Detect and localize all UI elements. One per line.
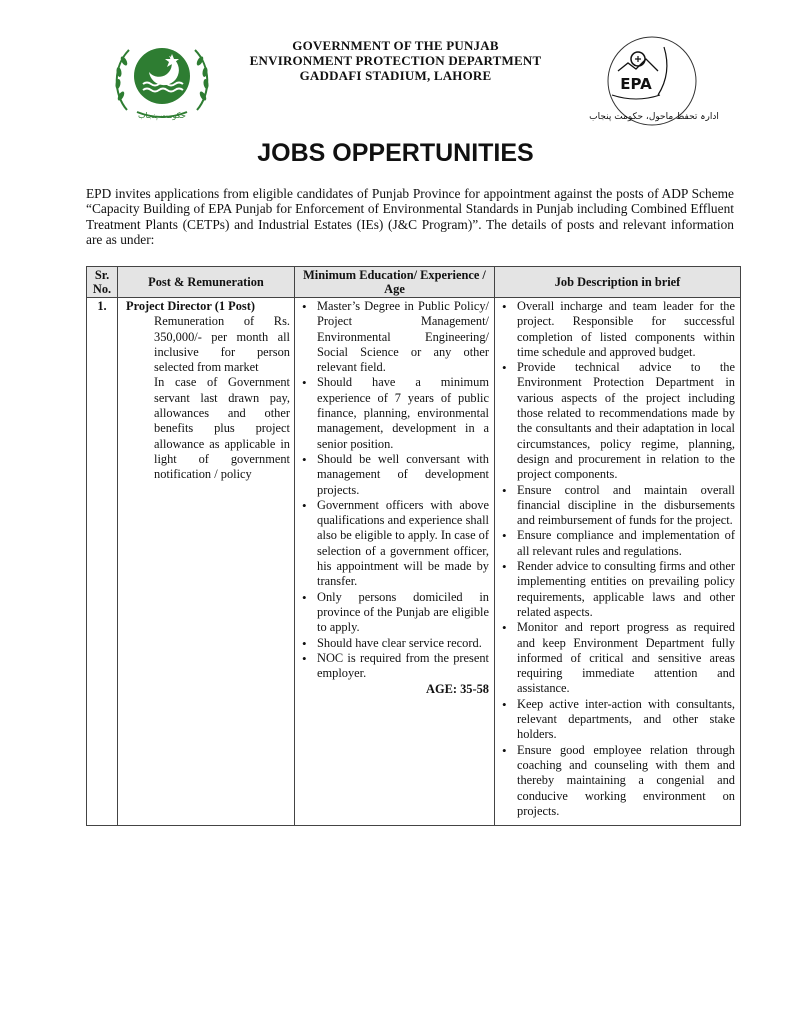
epa-logo-urdu: ادارہ تحفظ ماحول، حکومت پنجاب — [589, 112, 719, 122]
header-line-department: ENVIRONMENT PROTECTION DEPARTMENT — [249, 53, 542, 68]
page-title: JOBS OPPERTUNITIES — [257, 139, 534, 167]
description-cell — [495, 298, 741, 826]
government-servant-note: In case of Government servant last drawn pay, allowances and other benefits plus project allowance as applicable in light of government notification / policy — [154, 375, 290, 482]
description-item: • Provide technical advice to the Environment Protection Department in various aspects of the project including those related to recommendations made by the consultants and their adaptation in local circumstances, policy regime, planning, design and procurement in relation to the project components. — [499, 360, 735, 482]
epa-logo-text: EPA — [620, 75, 652, 93]
education-item: • Should have a minimum experience of 7 years of public finance, planning, environmental management, development in a senior position. — [299, 375, 489, 451]
epa-logo — [589, 33, 719, 131]
education-item: • Should have clear service record. — [299, 636, 489, 651]
header-job-description: Job Description in brief — [495, 267, 741, 298]
post-title: Project Director (1 Post) — [126, 299, 256, 313]
description-list — [499, 299, 735, 819]
jobs-table — [86, 266, 741, 826]
post-cell — [118, 298, 295, 826]
header-education-experience-age: Minimum Education/ Experience / Age — [295, 267, 495, 298]
education-item: • Should be well conversant with management of development projects. — [299, 452, 489, 498]
header-sr-no: Sr. No. — [87, 267, 118, 298]
punjab-logo-text: حکومت پنجاب — [138, 111, 186, 120]
description-item: • Ensure good employee relation through coaching and counseling with them and thereby maintaining a congenial and conducive working environment on projects. — [499, 743, 735, 819]
description-item: • Overall incharge and team leader for the project. Responsible for successful completion of listed components within time schedule and approved budget. — [499, 299, 735, 360]
description-item: • Render advice to consulting firms and other implementing entities on prevailing policy requirements, applicable laws and other related aspects. — [499, 559, 735, 620]
intro-paragraph: EPD invites applications from eligible candidates of Punjab Province for appointment against the posts of ADP Scheme “Capacity Building of EPA Punjab for Enforcement of Environmental Standards in Punjab including Combined Effluent Treatment Plants (CETPs) and Industrial Estates (IEs) (J&C Program)”. The details of posts and relevant information are as under: — [86, 186, 734, 248]
table-header-row — [87, 267, 741, 298]
description-item: • Monitor and report progress as required and keep Environment Department fully informed of critical and sensitive areas requiring immediate attention and assistance. — [499, 620, 735, 696]
table-row — [87, 298, 741, 826]
education-item: • Government officers with above qualifications and experience shall also be eligible to apply. In case of selection of a government officer, his appointment will be made by transfer. — [299, 498, 489, 590]
age-requirement: AGE: 35-58 — [426, 682, 489, 697]
header-post-remuneration: Post & Remuneration — [118, 267, 295, 298]
row-sr-no: 1. — [87, 298, 118, 826]
education-item: • NOC is required from the present employer. — [299, 651, 489, 682]
remuneration-text: Remuneration of Rs. 350,000/- per month all inclusive for person selected from market — [154, 314, 290, 375]
description-item: • Keep active inter-action with consultants, relevant departments, and other stake holders. — [499, 697, 735, 743]
education-cell — [295, 298, 495, 826]
description-item: • Ensure compliance and implementation of all relevant rules and regulations. — [499, 528, 735, 559]
header-line-government: GOVERNMENT OF THE PUNJAB — [292, 38, 499, 53]
description-item: • Ensure control and maintain overall financial discipline in the disbursements and reimbursement of funds for the project. — [499, 483, 735, 529]
education-list — [299, 299, 489, 681]
header-line-address: GADDAFI STADIUM, LAHORE — [299, 68, 492, 83]
education-item: • Only persons domiciled in province of the Punjab are eligible to apply. — [299, 590, 489, 636]
education-item: • Master’s Degree in Public Policy/ Project Management/ Environmental Engineering/ Social Science or any other relevant field. — [299, 299, 489, 375]
